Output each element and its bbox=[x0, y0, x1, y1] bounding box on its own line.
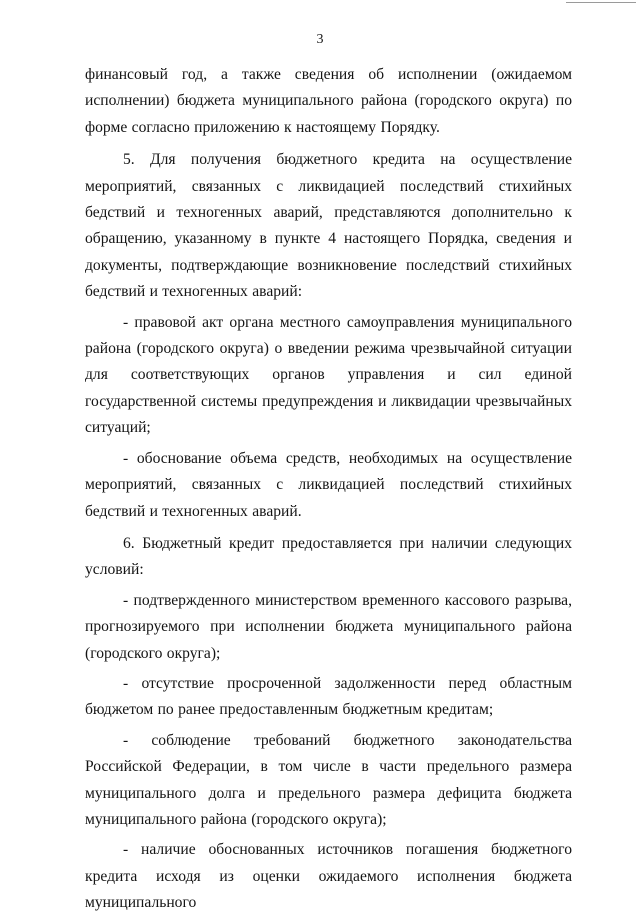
list-item-repayment-sources: - наличие обоснованных источников погашения бюджетного кредита исходя из оценки ожидаемого исполнения бюджета муниципального bbox=[85, 841, 572, 912]
paragraph-5: 5. Для получения бюджетного кредита на осуществление мероприятий, связанных с ликвидацией последствий стихийных бедствий и техногенных аварий, представляются дополнительно к обращению, указанному в пункте 4 настоящего Порядка, сведения и документы, подтверждающие возникновение последствий стихийных бедствий и техногенных аварий: bbox=[85, 151, 572, 301]
paragraph-6: 6. Бюджетный кредит предоставляется при наличии следующих условий: bbox=[85, 534, 572, 579]
page-number: 3 bbox=[316, 32, 324, 47]
list-item-compliance: - соблюдение требований бюджетного законодательства Российской Федерации, в том числе в части предельного размера муниципального долга и предельного размера дефицита бюджета муниципального района (городского округа); bbox=[85, 731, 572, 828]
document-body bbox=[85, 62, 572, 917]
paragraph-continuation: финансовый год, а также сведения об исполнении (ожидаемом исполнении) бюджета муниципального района (городского округа) по форме согласно приложению к настоящему Порядку. bbox=[85, 66, 572, 136]
list-item-cash-gap: - подтвержденного министерством временного кассового разрыва, прогнозируемого при исполнении бюджета муниципального района (городского округа); bbox=[85, 591, 572, 662]
scan-edge-line bbox=[566, 2, 636, 3]
list-item-justification: - обоснование объема средств, необходимых на осуществление мероприятий, связанных с ликвидацией последствий стихийных бедствий и техногенных аварий. bbox=[85, 449, 572, 520]
list-item-legal-act: - правовой акт органа местного самоуправления муниципального района (городского округа) о введении режима чрезвычайной ситуации для соответствующих органов управления и сил единой государственной системы предупреждения и ликвидации чрезвычайных ситуаций; bbox=[85, 313, 572, 437]
list-item-no-debt: - отсутствие просроченной задолженности перед областным бюджетом по ранее предоставленным бюджетным кредитам; bbox=[85, 674, 572, 719]
